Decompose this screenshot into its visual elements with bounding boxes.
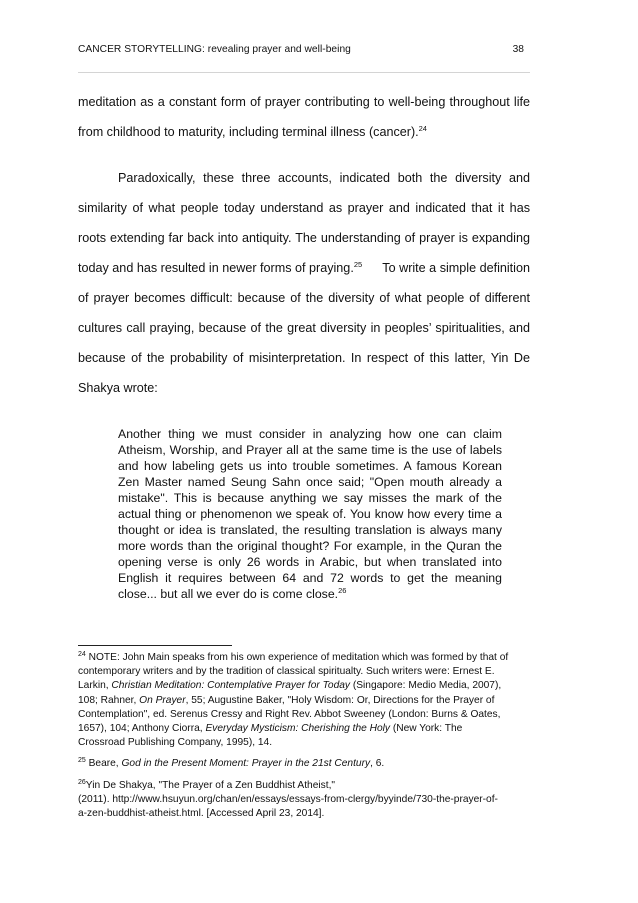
footnote-text: 1657), 104; Anthony Ciorra, xyxy=(78,723,206,734)
footnote-marker: 24 xyxy=(78,651,86,658)
footnote-line xyxy=(78,694,538,708)
book-title: On Prayer xyxy=(139,694,186,706)
running-header xyxy=(78,44,524,55)
footnote-divider xyxy=(78,645,232,646)
quote-line: Zen Master named Seung Sahn once said; "Open mouth already a xyxy=(118,475,502,489)
quote-line: more words than the original thought? For example, in the Quran the xyxy=(118,539,502,553)
footnote-ref-26[interactable]: 26 xyxy=(338,586,347,595)
text-span: from childhood to maturity, including terminal illness (cancer). xyxy=(78,125,419,139)
footnote-url-line[interactable]: a-zen-buddhist-atheist.html. [Accessed April 23, 2014]. xyxy=(78,808,325,820)
footnote-text: (New York: The xyxy=(390,723,463,734)
quote-line: actual thing or phenomenon we speak of. You know how every time a xyxy=(118,507,502,521)
header-title: CANCER STORYTELLING: revealing prayer and well-being xyxy=(78,44,351,55)
quote-line: mistake". This is because anything we say misses the mark of the xyxy=(118,491,502,505)
text-line xyxy=(78,260,530,276)
text-span: To write a simple definition xyxy=(382,261,530,275)
footnote-text: , 6. xyxy=(370,758,385,769)
footnote-text: , 55; Augustine Baker, "Holy Wisdom: Or, Directions for the Prayer of xyxy=(185,694,495,706)
quote-line xyxy=(118,586,502,602)
text-line xyxy=(78,124,530,140)
footnote-text: NOTE: John Main speaks from his own experience of meditation which was formed by that of xyxy=(88,652,509,663)
text-line: Paradoxically, these three accounts, indicated both the diversity and xyxy=(118,171,530,185)
footnote-ref-24[interactable]: 24 xyxy=(418,124,427,133)
footnote-line: Crossroad Publishing Company, 1995), 14. xyxy=(78,737,273,749)
book-title: Christian Meditation: Contemplative Prayer for Today xyxy=(111,680,350,692)
text-span: today and has resulted in newer forms of praying. xyxy=(78,261,354,275)
quote-line: Another thing we must consider in analyzing how one can claim xyxy=(118,427,502,441)
text-line: roots extending far back into antiquity. The understanding of prayer is expanding xyxy=(78,231,530,245)
footnote-line: Contemplation", ed. Serenus Cressy and Right Rev. Abbot Sweeney (London: Burns & Oates, xyxy=(78,708,501,720)
book-title: God in the Present Moment: Prayer in the 21st Century xyxy=(121,758,371,769)
quote-line: opening verse is only 26 words in Arabic, but when translated into xyxy=(118,555,502,569)
text-span: close... but all we ever do is come close. xyxy=(118,587,339,601)
text-line: similarity of what people today understand as prayer and indicated that it has xyxy=(78,201,530,215)
footnote-26 xyxy=(78,779,538,793)
text-line: of prayer becomes difficult: because of the diversity of what people of different xyxy=(78,291,530,305)
footnote-marker: 25 xyxy=(78,757,86,764)
footnote-line: contemporary writers and by the tradition of classical spiritualty. Such writers were: Ernest E. xyxy=(78,666,495,678)
text-line: meditation as a constant form of prayer contributing to well-being throughout life xyxy=(78,95,530,109)
footnote-line xyxy=(78,722,538,736)
footnote-text: (Singapore: Medio Media, 2007), xyxy=(350,680,502,692)
footnote-line xyxy=(78,679,538,693)
text-line: Shakya wrote: xyxy=(78,381,158,395)
footnote-text: Larkin, xyxy=(78,680,112,692)
text-line: because of the probability of misinterpretation. In respect of this latter, Yin De xyxy=(78,351,530,365)
quote-line: and how labeling gets us into trouble sometimes. A famous Korean xyxy=(118,459,502,473)
book-title: Everyday Mysticism: Cherishing the Holy xyxy=(205,723,391,734)
footnote-url-line[interactable]: (2011). http://www.hsuyun.org/chan/en/essays/essays-from-clergy/byyinde/730-the-prayer-of- xyxy=(78,794,498,806)
footnote-text: 108; Rahner, xyxy=(78,694,140,706)
text-line: cultures call praying, because of the great diversity in peoples’ spiritualities, and xyxy=(78,321,530,335)
footnote-text: Beare, xyxy=(85,758,122,769)
quote-line: thought or idea is translated, the resulting translation is always many xyxy=(118,523,502,537)
quote-line: English it requires between 64 and 72 words to get the meaning xyxy=(118,571,502,585)
footnote-marker: 26 xyxy=(78,779,86,786)
footnote-25 xyxy=(78,757,538,771)
footnote-ref-25[interactable]: 25 xyxy=(353,260,363,269)
quote-line: Atheism, Worship, and Prayer all at the same time is the use of labels xyxy=(118,443,502,457)
footnote-text: Yin De Shakya, "The Prayer of a Zen Buddhist Atheist," xyxy=(85,780,336,791)
page-number: 38 xyxy=(512,44,524,55)
header-divider xyxy=(78,72,530,73)
footnote-24 xyxy=(78,651,538,665)
